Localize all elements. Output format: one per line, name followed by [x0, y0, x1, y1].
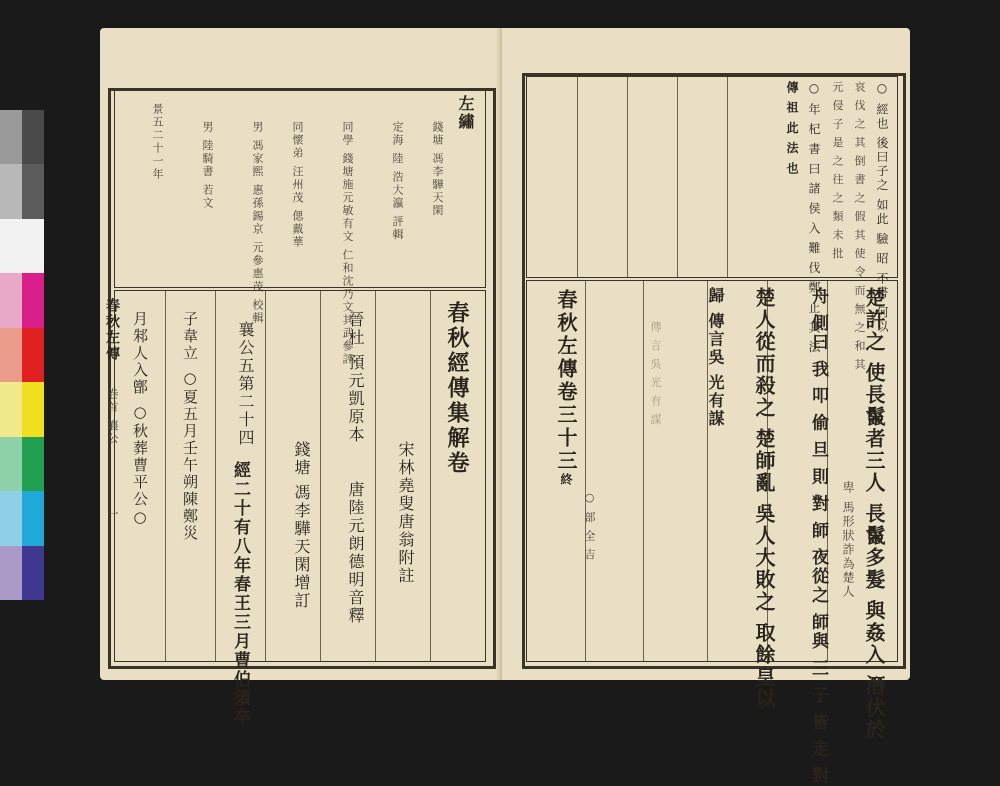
- colophon-col-4: 同懷弟 汪州茂 偲戴華: [291, 121, 304, 249]
- color-swatch: [0, 546, 22, 600]
- colophon-col-6: 男 陸騎書 若文: [201, 121, 214, 210]
- colophon-col-3: 同學 錢塘施元敏有文 仁和沈乃文其武參評: [341, 121, 354, 366]
- color-swatch-row: [0, 328, 44, 382]
- volume-title: [552, 289, 581, 488]
- volume-title-sub: 終: [559, 473, 573, 488]
- color-swatch-row: [0, 491, 44, 545]
- colophon-col-2: 定海 陸 浩大瀛 評輯: [391, 121, 404, 242]
- annot-col-1: 晉杜 預元凱原本: [346, 311, 365, 445]
- color-swatch: [0, 437, 22, 491]
- open-book: [100, 28, 910, 786]
- color-swatch: [0, 110, 22, 164]
- color-swatch: [0, 273, 22, 327]
- text-col-2: 卑 馬形狀詐為楚人: [841, 481, 855, 599]
- colophon-col-1: 錢塘 馮李驊天閑: [431, 121, 444, 218]
- commentary-col-4: ○ 年 杞 書 曰 諸 侯 入 難 伐 鄭 止 其 法: [807, 81, 821, 355]
- color-swatch: [0, 219, 22, 273]
- color-swatch: [22, 273, 44, 327]
- volume-title-text: 春秋左傳卷三十三: [554, 289, 578, 473]
- commentary-col-3: 元 侵 子 是 之 往 之 類 未 批: [831, 81, 844, 261]
- commentary-col-1: ○ 經也 後曰子之 如此 驗 昭 不書 何以: [875, 81, 889, 334]
- commentary-col-2: 哀 伐 之 其 倒 書 之 假 其 使 令 而 無 之 和 其: [853, 81, 866, 372]
- book-title-suffix: 卷: [444, 451, 470, 476]
- column-rule: [215, 291, 216, 661]
- chapter-note: ○ 部 全 吉: [583, 491, 596, 562]
- color-swatch: [22, 491, 44, 545]
- page-number: 一: [106, 508, 119, 521]
- colophon-box: [114, 90, 486, 366]
- color-swatch: [22, 219, 44, 273]
- color-swatch-row: [0, 273, 44, 327]
- margin-label: 春秋左傳: [104, 298, 120, 362]
- column-rule: [727, 77, 728, 277]
- book-title-text: 春秋經傳集解: [444, 301, 470, 451]
- reign-col: 襄公五第二十四: [236, 321, 255, 447]
- scripture-col-1-main: 經二十有八年春王三月曹伯須卒: [230, 461, 250, 727]
- color-calibration-bar: [0, 110, 44, 600]
- color-swatch-row: [0, 546, 44, 600]
- column-rule: [165, 291, 166, 661]
- color-swatch: [22, 382, 44, 436]
- column-rule: [375, 291, 376, 661]
- margin-sub: 卷首 襄公: [106, 388, 119, 446]
- author-col: 宋林堯叟唐翁附註: [396, 441, 415, 585]
- column-rule: [320, 291, 321, 661]
- column-rule: [430, 291, 431, 661]
- colophon-title: 左繡: [456, 95, 475, 131]
- text-col-5: 歸 傳言吳 光有謀: [706, 287, 725, 429]
- text-col-4: 楚人從而殺之 楚師亂 吳人大敗之 取餘皇以: [752, 287, 776, 710]
- color-swatch-row: [0, 164, 44, 218]
- color-swatch: [0, 491, 22, 545]
- annot-col-3: 錢塘 馮李驊天閑增訂: [292, 441, 311, 611]
- text-col-1: 楚許之 使長鬣者三人 長鬣多髮 與姦入 潛伏於: [862, 287, 886, 741]
- column-rule: [643, 281, 644, 661]
- column-rule: [677, 77, 678, 277]
- right-main-text: [526, 280, 898, 786]
- right-page: [502, 28, 910, 786]
- color-swatch-row: [0, 437, 44, 491]
- scripture-col-3: 月邾人入鄫 ○秋葬曹平公○: [131, 311, 149, 528]
- color-swatch: [22, 110, 44, 164]
- main-text-block: [114, 290, 486, 727]
- annot-col-2: 唐陸元朗德明音釋: [346, 481, 365, 625]
- color-swatch: [22, 546, 44, 600]
- column-rule: [265, 291, 266, 661]
- ghost-column: 傳 言 吳 光 有 謀: [649, 321, 662, 427]
- color-swatch: [22, 437, 44, 491]
- text-col-3: 舟 側曰 我 叩 偷 旦 則 對 師 夜從之 師與 三 子 皆 走 對: [808, 287, 828, 786]
- book-title: [442, 301, 473, 476]
- color-swatch-row: [0, 219, 44, 273]
- color-swatch: [0, 164, 22, 218]
- color-swatch-row: [0, 382, 44, 436]
- column-rule: [585, 281, 586, 661]
- color-swatch-row: [0, 110, 44, 164]
- column-rule: [627, 77, 628, 277]
- colophon-col-5: 男 馮家熙 惠孫錫京 元參惠茂 校輯: [251, 121, 264, 325]
- color-swatch: [0, 328, 22, 382]
- left-page: [100, 28, 502, 727]
- commentary-col-5: 傳 祖 此 法 也: [785, 81, 799, 176]
- scripture-col-2: 子韋立 ○夏五月壬午朔陳鄭災: [181, 311, 199, 542]
- color-swatch: [22, 328, 44, 382]
- color-swatch: [0, 382, 22, 436]
- color-swatch: [22, 164, 44, 218]
- column-rule: [577, 77, 578, 277]
- colophon-year: 景五二十一年: [151, 103, 164, 181]
